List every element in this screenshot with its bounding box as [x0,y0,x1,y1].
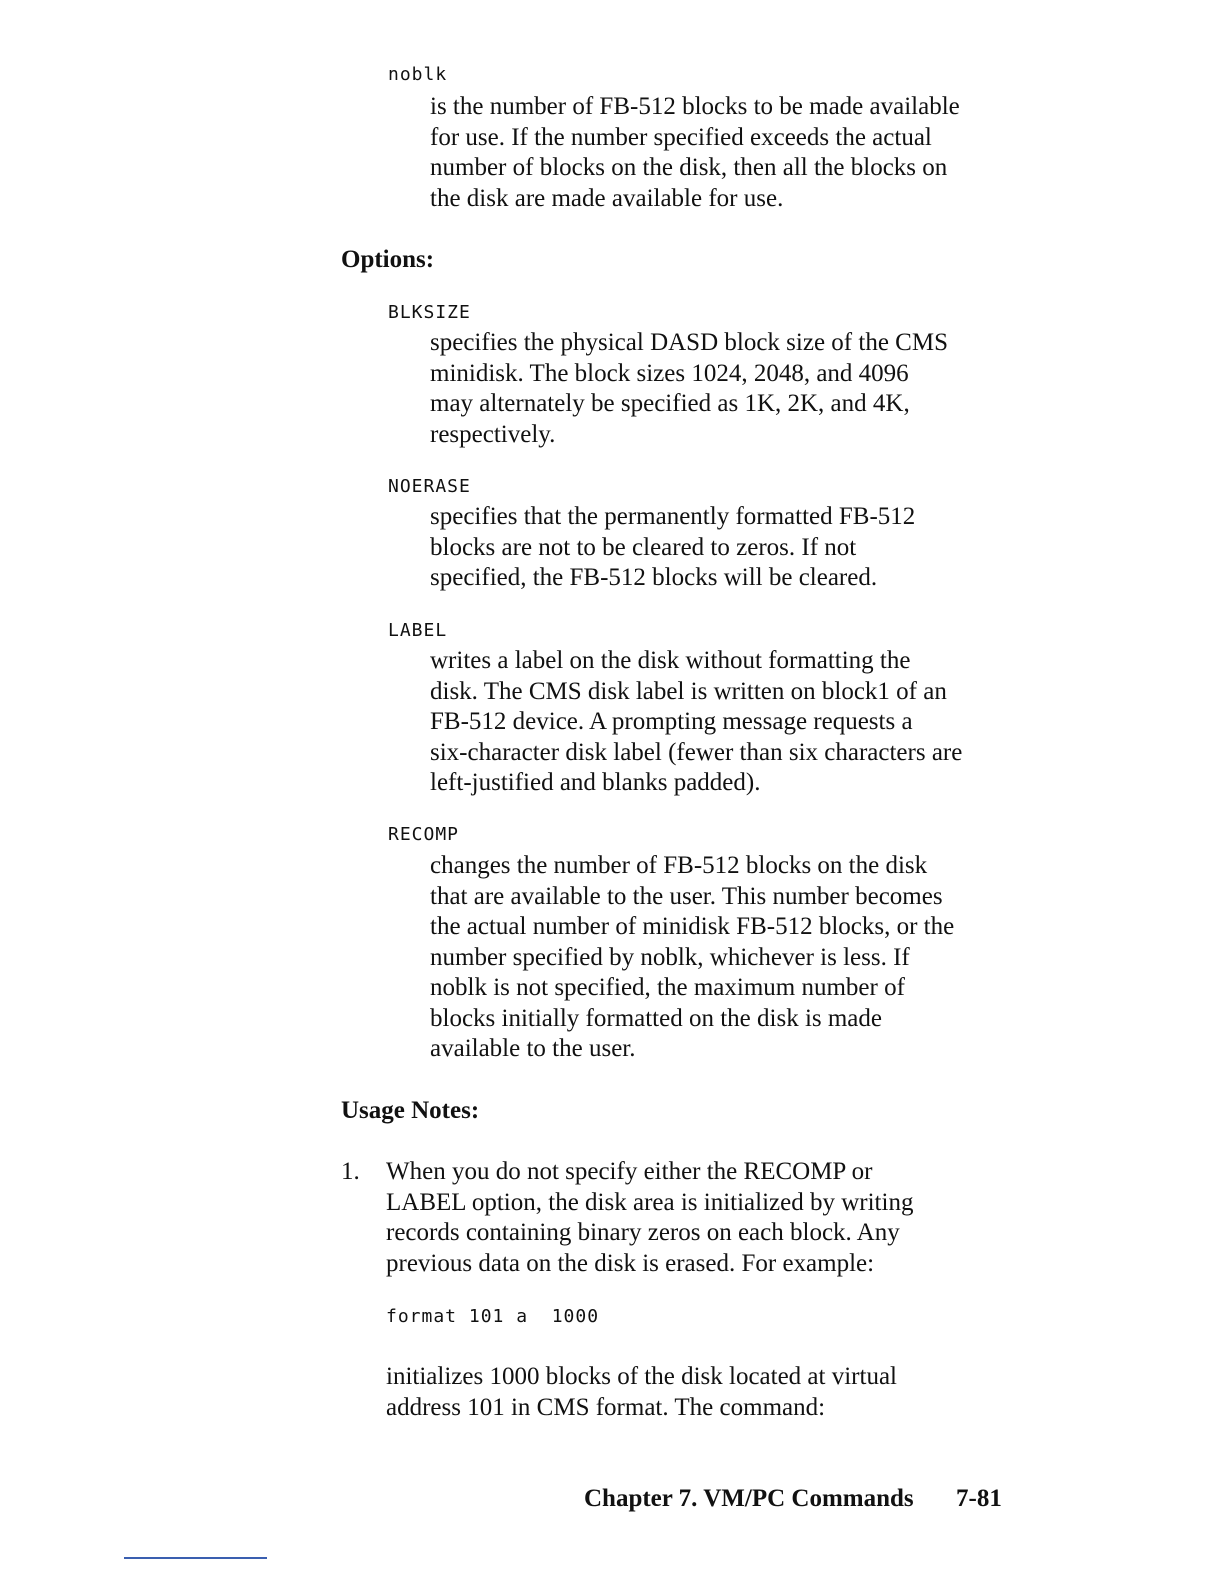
usage-notes-heading: Usage Notes: [341,1097,480,1124]
note-number: 1. [341,1158,360,1185]
footer-chapter-title: Chapter 7. VM/PC Commands [584,1485,914,1512]
page-number: 7-81 [956,1485,1002,1512]
text-line: records containing binary zeros on each block. Any [386,1219,900,1246]
option-label-description [430,646,1030,799]
text-line: is the number of FB-512 blocks to be made available [430,93,960,120]
note-1-text [386,1157,1026,1279]
text-line: left-justified and blanks padded). [430,769,761,796]
page-footer [584,1484,1002,1514]
text-line: specifies the physical DASD block size of the CMS [430,329,948,356]
text-line: When you do not specify either the RECOMP or [386,1158,873,1185]
param-noblk-description [430,92,1030,214]
text-line: for use. If the number specified exceeds the actual [430,123,932,151]
text-line: blocks initially formatted on the disk is made [430,1004,883,1032]
text-line: disk. The CMS disk label is written on block1 of an [430,677,947,705]
code-example: format 101 a 1000 [386,1306,600,1327]
text-line: number specified by noblk, whichever is less. If [430,943,910,971]
text-line: may alternately be specified as 1K, 2K, and 4K, [430,390,910,417]
text-line: specifies that the permanently formatted FB-512 [430,503,916,530]
option-blksize-description [430,328,1030,450]
option-recomp-description [430,851,1030,1065]
option-recomp-term: RECOMP [388,824,460,845]
note-1-after-text [386,1362,1026,1423]
text-line: respectively. [430,420,556,448]
text-line: that are available to the user. This number becomes [430,882,943,910]
options-heading: Options: [341,246,435,273]
text-line: writes a label on the disk without formatting the [430,647,911,674]
option-noerase-term: NOERASE [388,476,471,497]
footer-rule [124,1557,267,1559]
text-line: noblk is not specified, the maximum number of [430,974,905,1001]
option-blksize-term: BLKSIZE [388,302,471,323]
text-line: address 101 in CMS format. The command: [386,1393,826,1421]
param-noblk-term: noblk [388,64,448,85]
text-line: minidisk. The block sizes 1024, 2048, and 4096 [430,359,909,387]
text-line: the actual number of minidisk FB-512 blocks, or the [430,913,955,940]
text-line: blocks are not to be cleared to zeros. If not [430,533,857,561]
option-noerase-description [430,502,1030,594]
text-line: previous data on the disk is erased. For example: [386,1249,875,1277]
text-line: initializes 1000 blocks of the disk located at virtual [386,1363,897,1390]
text-line: LABEL option, the disk area is initialized by writing [386,1188,914,1216]
text-line: six-character disk label (fewer than six characters are [430,738,963,766]
text-line: number of blocks on the disk, then all the blocks on [430,154,948,181]
text-line: changes the number of FB-512 blocks on the disk [430,852,928,879]
text-line: available to the user. [430,1035,636,1062]
text-line: the disk are made available for use. [430,184,784,212]
text-line: specified, the FB-512 blocks will be cleared. [430,564,878,591]
option-label-term: LABEL [388,620,448,641]
text-line: FB-512 device. A prompting message requests a [430,708,913,735]
